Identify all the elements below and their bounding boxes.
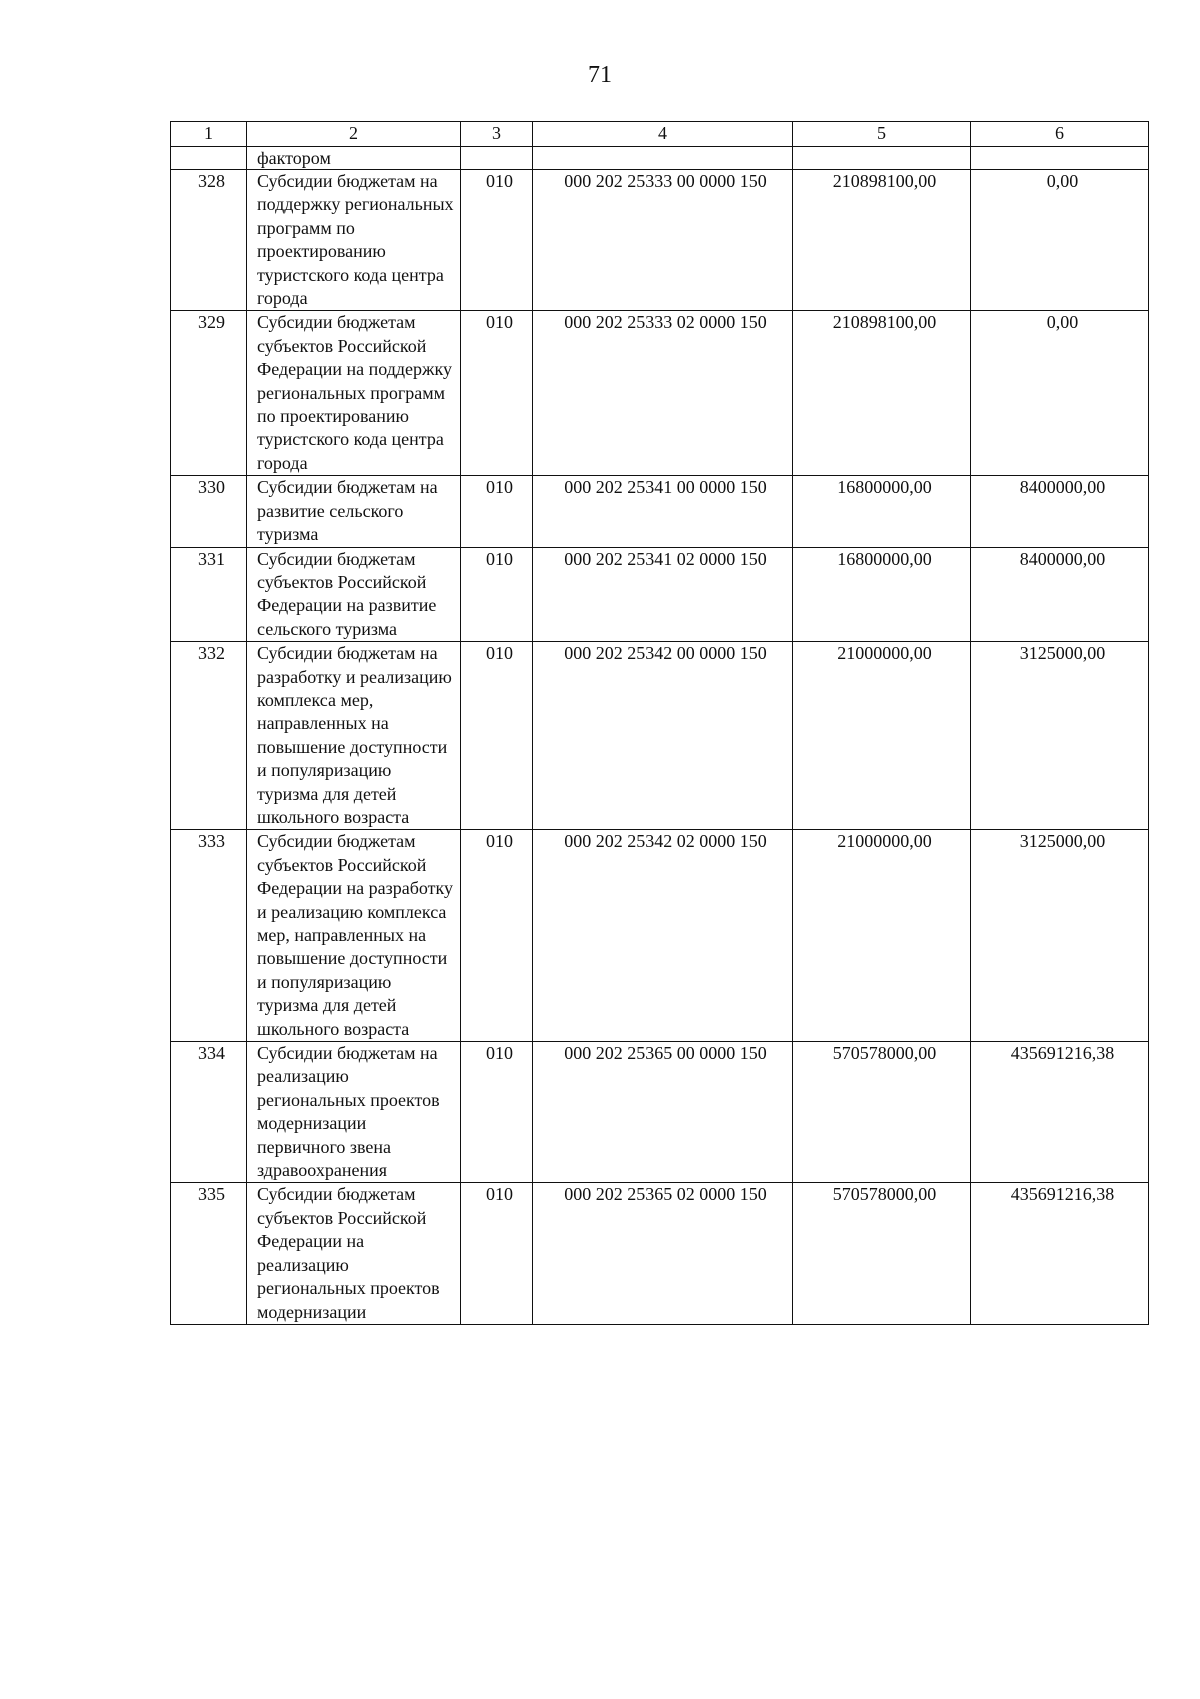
- table-row: [171, 547, 1149, 642]
- table-row: [171, 642, 1149, 830]
- row-budget-code: 000 202 25333 00 0000 150: [533, 170, 793, 311]
- cell-empty: [533, 147, 793, 170]
- row-amount-col6: 0,00: [971, 311, 1149, 476]
- table-row: [171, 830, 1149, 1042]
- row-budget-code: 000 202 25365 02 0000 150: [533, 1183, 793, 1324]
- row-amount-col5: 21000000,00: [793, 642, 971, 830]
- row-admin-code: 010: [461, 547, 533, 642]
- cell-empty: [793, 147, 971, 170]
- row-budget-code: 000 202 25341 02 0000 150: [533, 547, 793, 642]
- row-number: 333: [171, 830, 247, 1042]
- table-row: [171, 311, 1149, 476]
- row-budget-code: 000 202 25365 00 0000 150: [533, 1042, 793, 1183]
- table-row: [171, 1042, 1149, 1183]
- column-header: 3: [461, 122, 533, 147]
- budget-table: [170, 121, 1149, 1325]
- row-admin-code: 010: [461, 830, 533, 1042]
- continuation-text: фактором: [247, 147, 461, 170]
- page-number: 71: [588, 62, 612, 88]
- row-amount-col5: 16800000,00: [793, 476, 971, 547]
- row-amount-col5: 570578000,00: [793, 1183, 971, 1324]
- column-header: 1: [171, 122, 247, 147]
- row-budget-code: 000 202 25342 00 0000 150: [533, 642, 793, 830]
- row-admin-code: 010: [461, 642, 533, 830]
- row-admin-code: 010: [461, 1042, 533, 1183]
- table-row: [171, 1183, 1149, 1324]
- row-number: 328: [171, 170, 247, 311]
- row-budget-code: 000 202 25341 00 0000 150: [533, 476, 793, 547]
- column-header: 4: [533, 122, 793, 147]
- row-budget-code: 000 202 25333 02 0000 150: [533, 311, 793, 476]
- row-name: Субсидии бюджетам на разработку и реализацию комплекса мер, направленных на повышение доступности и популяризацию туризма для детей школьного возраста: [247, 642, 461, 830]
- row-name: Субсидии бюджетам субъектов Российской Федерации на разработку и реализацию комплекса мер, направленных на повышение доступности и популяризацию туризма для детей школьного возраста: [247, 830, 461, 1042]
- row-admin-code: 010: [461, 170, 533, 311]
- row-number: 334: [171, 1042, 247, 1183]
- row-number: 331: [171, 547, 247, 642]
- column-header: 6: [971, 122, 1149, 147]
- row-number: 335: [171, 1183, 247, 1324]
- row-amount-col5: 210898100,00: [793, 311, 971, 476]
- row-amount-col6: 435691216,38: [971, 1183, 1149, 1324]
- continuation-row: [171, 147, 1149, 170]
- row-amount-col6: 3125000,00: [971, 830, 1149, 1042]
- row-number: 330: [171, 476, 247, 547]
- row-amount-col5: 570578000,00: [793, 1042, 971, 1183]
- row-amount-col6: 0,00: [971, 170, 1149, 311]
- table-row: [171, 476, 1149, 547]
- row-amount-col6: 3125000,00: [971, 642, 1149, 830]
- cell-empty: [971, 147, 1149, 170]
- row-number: 329: [171, 311, 247, 476]
- row-amount-col6: 8400000,00: [971, 476, 1149, 547]
- column-header: 5: [793, 122, 971, 147]
- row-number: 332: [171, 642, 247, 830]
- header-row: [171, 122, 1149, 147]
- cell-empty: [461, 147, 533, 170]
- row-name: Субсидии бюджетам субъектов Российской Федерации на реализацию региональных проектов модернизации: [247, 1183, 461, 1324]
- row-admin-code: 010: [461, 311, 533, 476]
- row-amount-col5: 210898100,00: [793, 170, 971, 311]
- row-amount-col6: 8400000,00: [971, 547, 1149, 642]
- row-budget-code: 000 202 25342 02 0000 150: [533, 830, 793, 1042]
- row-name: Субсидии бюджетам субъектов Российской Федерации на поддержку региональных программ по проектированию туристского кода центра города: [247, 311, 461, 476]
- row-name: Субсидии бюджетам на поддержку региональных программ по проектированию туристского кода центра города: [247, 170, 461, 311]
- row-amount-col6: 435691216,38: [971, 1042, 1149, 1183]
- column-header: 2: [247, 122, 461, 147]
- cell-empty: [171, 147, 247, 170]
- row-name: Субсидии бюджетам субъектов Российской Федерации на развитие сельского туризма: [247, 547, 461, 642]
- row-name: Субсидии бюджетам на реализацию региональных проектов модернизации первичного звена здравоохранения: [247, 1042, 461, 1183]
- row-admin-code: 010: [461, 1183, 533, 1324]
- row-name: Субсидии бюджетам на развитие сельского туризма: [247, 476, 461, 547]
- row-amount-col5: 21000000,00: [793, 830, 971, 1042]
- row-amount-col5: 16800000,00: [793, 547, 971, 642]
- row-admin-code: 010: [461, 476, 533, 547]
- table-row: [171, 170, 1149, 311]
